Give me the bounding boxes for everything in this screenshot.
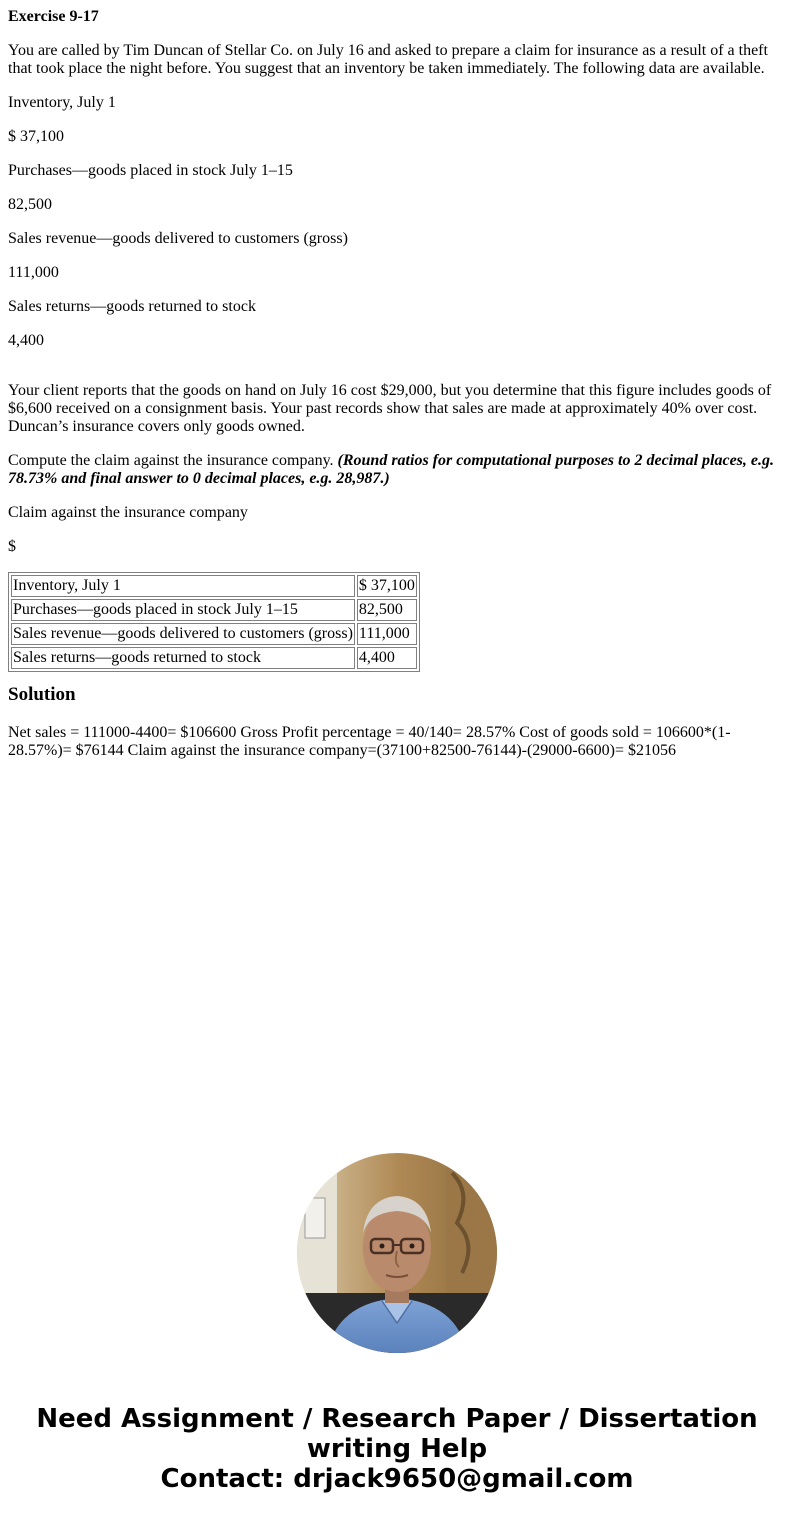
item-label-sales-revenue: Sales revenue—goods delivered to customers (gross) [8,230,348,247]
item-value-sales-revenue: 111,000 [8,264,59,281]
rounding-note: (Round ratios for computational purposes to 2 decimal places, e.g. 78.73% and final answer to 0 decimal places, e.g. 28,987.) [8,452,774,487]
table-row [11,647,417,669]
exercise-content [8,8,786,776]
claim-prefix: $ [8,538,16,555]
solution-heading: Solution [8,684,76,705]
table-cell-label: Purchases—goods placed in stock July 1–15 [11,599,355,621]
solution-text: Net sales = 111000-4400= $106600 Gross Profit percentage = 40/140= 28.57% Cost of goods sold = 106600*(1-28.57%)= $76144 Claim against the insurance company=(37100+82500-76144)-(29000-6600)= $21056 [8,724,731,759]
item-value-sales-returns: 4,400 [8,332,44,349]
item-value-purchases: 82,500 [8,196,52,213]
spacer [8,366,786,382]
claim-label: Claim against the insurance company [8,504,248,521]
table-cell-label: Inventory, July 1 [11,575,355,597]
promo-line-1: Need Assignment / Research Paper / Dissertation [36,1404,758,1434]
item-label-inventory: Inventory, July 1 [8,94,116,111]
promo-banner [0,1404,794,1494]
table-cell-value: 82,500 [357,599,417,621]
table-row [11,623,417,645]
table-cell-label: Sales returns—goods returned to stock [11,647,355,669]
avatar [297,1153,497,1353]
table-cell-label: Sales revenue—goods delivered to customers (gross) [11,623,355,645]
promo-contact: Contact: drjack9650@gmail.com [160,1464,634,1494]
exercise-title: Exercise 9-17 [8,8,99,25]
promo-line-2: writing Help [306,1434,488,1464]
table-cell-value: $ 37,100 [357,575,417,597]
exercise-intro: You are called by Tim Duncan of Stellar Co. on July 16 and asked to prepare a claim for insurance as a result of a theft that took place the night before. You suggest that an inventory be taken immediately. The following data are available. [8,42,768,77]
client-report: Your client reports that the goods on hand on July 16 cost $29,000, but you determine that this figure includes goods of $6,600 received on a consignment basis. Your past records show that sales are made at approximately 40% over cost. Duncan’s insurance covers only goods owned. [8,382,772,435]
data-table [8,572,420,672]
avatar-portrait-icon [297,1153,497,1353]
compute-text: Compute the claim against the insurance company. [8,452,334,469]
item-label-sales-returns: Sales returns—goods returned to stock [8,298,256,315]
table-row [11,575,417,597]
item-value-inventory: $ 37,100 [8,128,64,145]
table-cell-value: 4,400 [357,647,417,669]
table-row [11,599,417,621]
compute-instruction [8,452,786,488]
item-label-purchases: Purchases—goods placed in stock July 1–15 [8,162,293,179]
table-cell-value: 111,000 [357,623,417,645]
